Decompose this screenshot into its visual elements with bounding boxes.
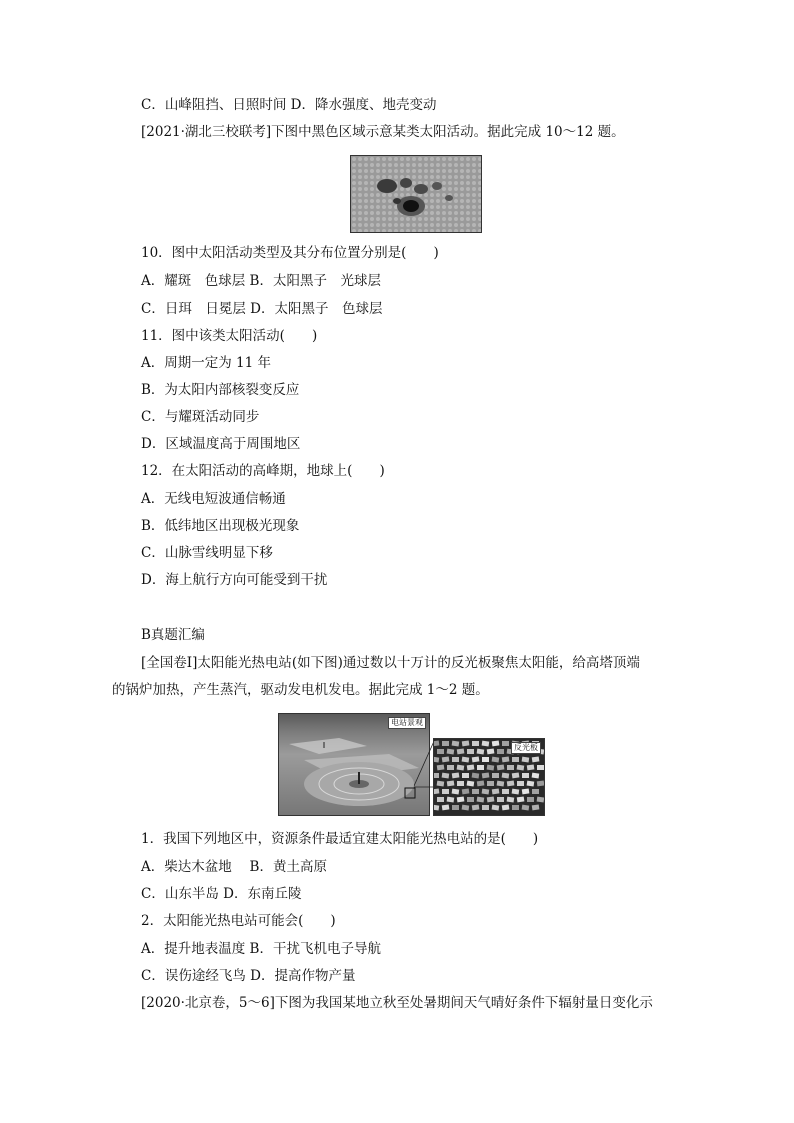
reflector-tile [457,796,465,802]
reflector-tile [492,757,500,763]
reflector-tile [482,772,490,778]
reflector-tile [482,757,489,762]
reflector-tile [434,805,439,811]
reflector-tile [497,781,505,787]
reflector-tile [447,749,455,755]
reflector-tile [502,773,510,779]
reflector-tile [442,741,449,746]
text-line-q12b: B．低纬地区出现极光现象 [141,518,300,534]
reflector-tile [497,797,504,802]
reflector-tile [507,780,515,786]
reflector-tile [482,789,490,795]
text-line-l1: C．山峰阻挡、日照时间 D．降水强度、地壳变动 [141,97,437,113]
reflector-tile [434,740,439,746]
text-line-q11a: A．周期一定为 11 年 [141,355,272,371]
reflector-tile [502,756,510,762]
text-line-q2a: A．提升地表温度 B．干扰飞机电子导航 [141,941,381,957]
reflector-tile [462,788,470,794]
reflector-tile [447,765,454,770]
sunspot-photo [350,155,482,233]
reflector-tile [492,740,500,746]
reflector-tile [522,773,529,778]
reflector-tile [487,748,495,754]
reflector-tile [512,789,520,795]
reflector-tile [467,781,475,787]
reflector-tile [532,756,540,762]
reflector-tile [487,765,495,771]
text-line-q1c: C．山东半岛 D．东南丘陵 [141,886,302,902]
reflector-tile [512,772,520,778]
reflector-tile [537,765,544,770]
text-line-q1a: A．柴达木盆地 B．黄土高原 [141,859,327,875]
reflector-tile [452,772,460,778]
text-line-q12d: D．海上航行方向可能受到干扰 [141,572,328,588]
reflector-tile [437,797,444,802]
reflector-tile [492,805,500,811]
reflector-tile [477,765,484,770]
reflector-tile [477,797,485,803]
reflector-tile [537,780,544,786]
reflector-panels-photo [433,738,545,816]
text-line-last: [2020·北京卷，5～6]下图为我国某地立秋至处暑期间天气晴好条件下辐射量日变化示 [141,995,653,1011]
reflector-tile [527,797,534,802]
reflector-tile [522,805,530,811]
reflector-tile [517,765,525,771]
reflector-tile [522,788,530,794]
reflector-tile [437,749,444,754]
reflector-tile [522,757,530,763]
text-line-q12: 12．在太阳活动的高峰期，地球上( ) [141,463,385,479]
text-line-q11d: D．区域温度高于周围地区 [141,436,301,452]
text-line-q11: 11．图中该类太阳活动( ) [141,328,318,344]
reflector-tile [532,804,540,810]
text-line-p1: [全国卷Ⅰ]太阳能光热电站(如下图)通过数以十万计的反光板聚焦太阳能，给高塔顶端 [141,655,640,671]
reflector-tile [497,749,504,754]
sunspot-image [351,156,481,232]
text-line-l2: [2021·湖北三校联考]下图中黑色区域示意某类太阳活动。据此完成 10～12 题。 [141,124,625,140]
reflector-tile [442,756,450,762]
reflector-tile [434,788,439,794]
text-line-q12a: A．无线电短波通信畅通 [141,491,286,507]
reflector-tile [527,781,535,787]
text-line-q2: 2．太阳能光热电站可能会( ) [141,913,336,929]
text-line-sec: B真题汇编 [141,627,205,643]
reflector-tile [472,741,479,746]
reflector-tile [462,757,470,763]
reflector-tile [482,805,489,810]
reflector-tile [452,789,460,795]
reflector-tile [502,789,509,794]
text-line-q11b: B．为太阳内部核裂变反应 [141,382,300,398]
reflector-tile [472,773,480,779]
reflector-tile [472,756,480,762]
text-line-q2c: C．误伤途经飞鸟 D．提高作物产量 [141,968,356,984]
reflector-tile [452,805,459,810]
reflector-tile [537,797,544,803]
reflector-tile [462,740,470,746]
reflector-tile [492,773,499,778]
reflector-tile [437,781,445,787]
reflector-tile [472,804,480,810]
reflector-tile [532,773,540,779]
reflector-tile [477,780,485,786]
reflector-tile [527,764,535,770]
reflector-tile [487,796,495,802]
reflector-tile [517,781,524,786]
reflector-tile [512,757,519,762]
reflector-tile [434,773,439,778]
reflector-tile [437,764,445,770]
text-line-q10a: A．耀斑 色球层 B．太阳黑子 光球层 [141,273,381,289]
reflector-tile [517,796,525,802]
reflector-tile [452,741,460,747]
reflector-tile [502,804,510,810]
reflector-tile [477,749,485,755]
reflector-tile [442,773,450,779]
reflector-tile [462,805,470,811]
reflector-tile [467,797,474,802]
text-line-q10c: C．日珥 日冕层 D．太阳黑子 色球层 [141,301,383,317]
reflector-tile [507,765,514,770]
reflector-label: 反光板 [511,742,541,754]
reflector-tile [457,765,465,771]
reflector-tile [512,805,519,810]
reflector-tile [442,789,449,794]
reflector-tile [452,757,459,762]
solar-thermal-plant-photo [278,713,430,816]
reflector-tile [457,781,464,786]
reflector-tile [492,788,500,794]
reflector-tile [487,781,494,786]
reflector-tile [447,780,455,786]
plant-label: 电站景观 [388,717,426,729]
text-line-q12c: C．山脉雪线明显下移 [141,545,273,561]
reflector-tile [497,764,505,770]
reflector-tile [434,757,439,763]
reflector-tile [482,741,490,747]
reflector-tile [467,764,475,770]
reflector-tile [472,789,479,794]
plant-image [279,714,429,815]
reflector-tile [502,741,509,746]
reflector-tile [507,797,515,803]
text-line-q1: 1．我国下列地区中，资源条件最适宜建太阳能光热电站的是( ) [141,831,539,847]
reflector-tile [447,797,455,803]
reflector-tile [457,748,465,754]
reflector-tile [442,804,450,810]
text-line-p2: 的锅炉加热，产生蒸汽，驱动发电机发电。据此完成 1～2 题。 [112,682,489,698]
text-line-q10: 10．图中太阳活动类型及其分布位置分别是( ) [141,245,439,261]
reflector-tile [462,773,469,778]
reflector-tile [467,749,474,754]
reflector-tile [532,789,539,794]
text-line-q11c: C．与耀斑活动同步 [141,409,260,425]
